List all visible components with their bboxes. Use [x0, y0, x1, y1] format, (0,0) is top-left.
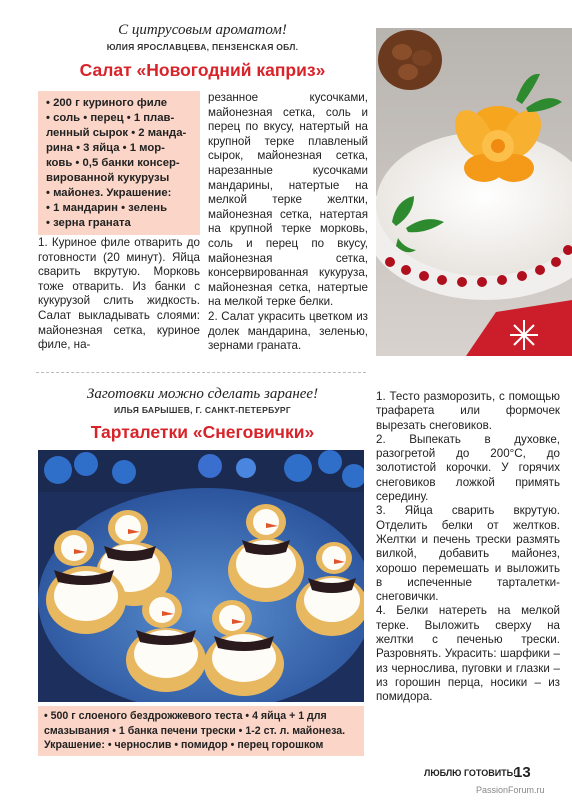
ingredient-line: ковь • 0,5 банки консер-: [46, 157, 180, 169]
salad-step: 1. Куриное филе отварить до готовности (20 минут). Яйца сварить вкрутую. Морковь тоже отварить. Из банки с кукурузой слить жидкость. Салат выкладывать слоями: майонезная сетка, куриное филе, на-: [38, 236, 200, 352]
ingredient-line: • 1 мандарин • зелень: [46, 202, 168, 214]
tartlets-step: 2. Выпекать в духовке, разогретой до 200°С, до золотистой корочки. У горячих снеговиков ложкой примять середину.: [376, 432, 560, 504]
tartlets-tagline: Заготовки можно сделать заранее!: [86, 386, 319, 402]
ingredient-line: • зерна граната: [46, 217, 131, 229]
salad-photo: [376, 28, 572, 356]
ingredient-line: • 200 г куриного филе: [46, 97, 168, 109]
tartlets-step: 4. Белки натереть на мелкой терке. Выложить сверху на желтки с печенью трески. Разровнять. Украсить: шарфики – из чернослива, пуговки и глазки – из горошин перца, носики – из помидора.: [376, 604, 560, 704]
salad-steps-right: [208, 91, 368, 354]
tartlets-step: 1. Тесто разморозить, с помощью трафарета или формочек вырезать снеговиков.: [376, 390, 560, 432]
salad-tagline: С цитрусовым ароматом!: [118, 22, 287, 38]
salad-step: резанное кусочками, майонезная сетка, соль и перец по вкусу, натертый на крупной терке плавленый сырок, майонезная сетка, нарезанные кусочками мандарины, натертые на мелкой терке желтки, майонезная сетка, натертая на крупной терке морковь, соль и перец по вкусу, майонезная сетка, консервированная кукуруза, майонезная сетка, натертые на мелкой терке белки.: [208, 91, 368, 309]
ingredient-line: • соль • перец • 1 плав-: [46, 112, 175, 124]
tartlets-step: 3. Яйца сварить вкрутую. Отделить белки от желтков. Желтки и печень трески размять вилкой, добавить майонез, хорошо перемешать и выложить в испеченные тарталетки-снеговички.: [376, 504, 560, 604]
salad-ingredients: [38, 91, 200, 235]
tartlets-title: Тарталетки «Снеговички»: [90, 422, 315, 442]
pine-cone-icon: [378, 30, 442, 90]
salad-title: Салат «Новогодний каприз»: [79, 60, 326, 80]
tartlets-ingredients: [38, 706, 364, 756]
tartlets-photo: [38, 450, 364, 702]
tartlets-steps: [376, 390, 560, 705]
ingredient-line: • майонез. Украшение:: [46, 187, 172, 199]
ingredient-line: ленный сырок • 2 манда-: [46, 127, 187, 139]
page-number: 13: [514, 764, 531, 781]
tartlets-author: ИЛЬЯ БАРЫШЕВ, Г. САНКТ-ПЕТЕРБУРГ: [113, 405, 291, 415]
section-divider: [36, 372, 366, 373]
magazine-name: ЛЮБЛЮ ГОТОВИТЬ!: [424, 768, 517, 778]
watermark: PassionForum.ru: [476, 785, 545, 795]
salad-steps-left: [38, 236, 200, 353]
salad-step: 2. Салат украсить цветком из долек мандарина, зеленью, зернами граната.: [208, 309, 368, 353]
ingredient-line: Украшение: • чернослив • помидор • перец горошком: [44, 739, 324, 751]
salad-author: ЮЛИЯ ЯРОСЛАВЦЕВА, ПЕНЗЕНСКАЯ ОБЛ.: [106, 42, 299, 52]
ingredient-line: смазывания • 1 банка печени трески • 1-2 ст. л. майонеза.: [44, 724, 346, 737]
ingredient-line: • 500 г слоеного бездрожжевого теста • 4 яйца + 1 для: [44, 710, 327, 722]
ingredient-line: рина • 3 яйца • 1 мор-: [46, 142, 165, 154]
ingredient-line: вированной кукурузы: [46, 172, 170, 184]
